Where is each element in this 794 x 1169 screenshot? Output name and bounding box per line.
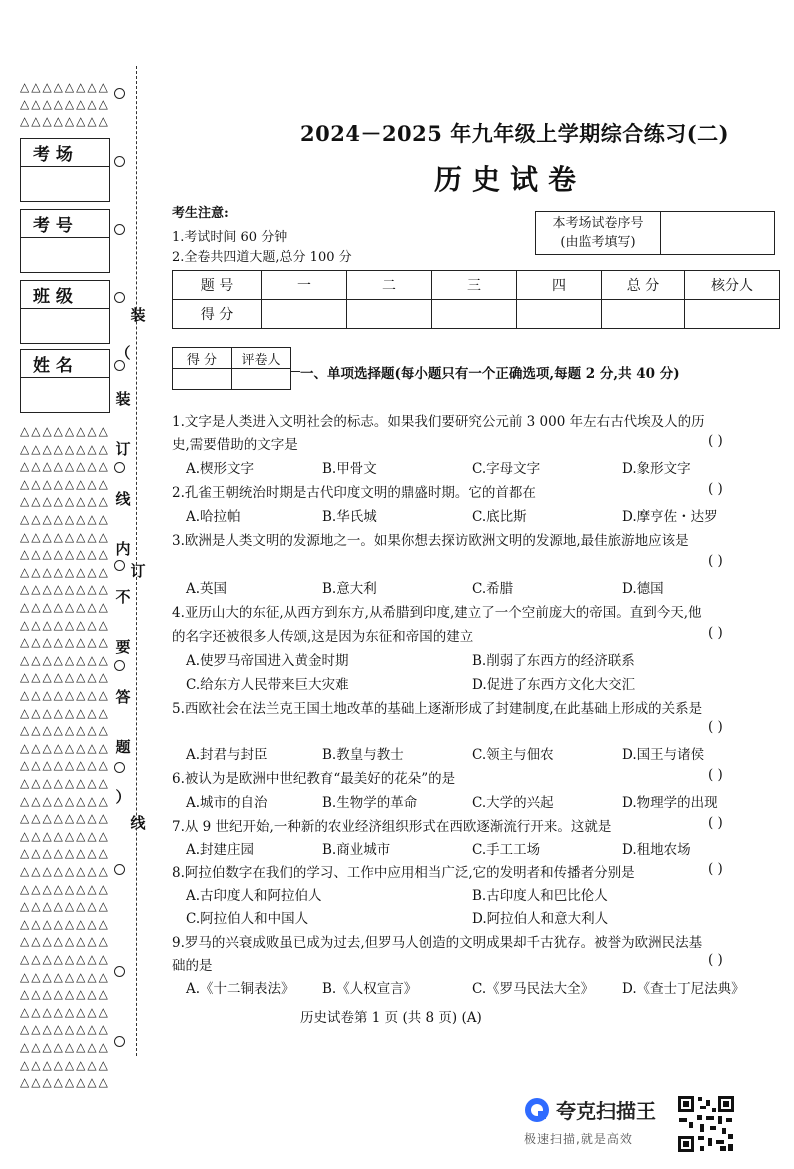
triangle-row: △△△△△△△△ (20, 969, 110, 984)
triangle-row: △△△△△△△△ (20, 459, 110, 474)
binding-hole-icon (114, 864, 125, 875)
note-item: 1.考试时间 60 分钟 (172, 230, 288, 245)
qr-code-icon (676, 1094, 736, 1154)
triangle-row: △△△△△△△△ (20, 987, 110, 1002)
binding-char: 线 (115, 490, 131, 508)
score-table (172, 270, 780, 329)
answer-blank[interactable]: ( ) (708, 481, 723, 497)
page-footer: 历史试卷第 1 页 (共 8 页) (A) (300, 1010, 482, 1026)
option: D.国王与诸侯 (622, 747, 705, 763)
triangle-row: △△△△△△△△ (20, 635, 110, 650)
triangle-row: △△△△△△△△ (20, 547, 110, 562)
question-stem: 5.西欧社会在法兰克王国土地改革的基础上逐渐形成了封建制度,在此基础上形成的关系是 (172, 701, 703, 717)
triangle-row: △△△△△△△△ (20, 80, 110, 94)
triangle-row: △△△△△△△△ (20, 723, 110, 738)
answer-blank[interactable]: ( ) (708, 433, 723, 449)
question-stem: 9.罗马的兴衰成败虽已成为过去,但罗马人创造的文明成果却千古犹存。被誉为欧洲民法基 (172, 935, 703, 951)
triangle-row: △△△△△△△△ (20, 1057, 110, 1072)
serial-label (536, 212, 661, 254)
triangle-row: △△△△△△△△ (20, 652, 110, 667)
score-header-cell: 三 (432, 271, 517, 300)
option: C.手工工场 (472, 842, 541, 858)
triangle-row: △△△△△△△△ (20, 828, 110, 843)
score-header-row (173, 271, 780, 300)
answer-blank[interactable]: ( ) (708, 767, 723, 783)
question-stem: 2.孔雀王朝统治时期是古代印度文明的鼎盛时期。它的首都在 (172, 485, 536, 501)
binding-hole-icon (114, 762, 125, 773)
exam-room-label: 考 场 (21, 139, 109, 167)
score-header-cell: 四 (517, 271, 602, 300)
scanner-slogan: 极速扫描,就是高效 (524, 1132, 633, 1146)
option: D.象形文字 (622, 461, 691, 477)
option: A.古印度人和阿拉伯人 (186, 888, 322, 904)
paper-serial-box (535, 211, 775, 255)
exam-room-box (20, 138, 110, 202)
triangle-row: △△△△△△△△ (20, 512, 110, 526)
option: B.甲骨文 (322, 461, 377, 477)
binding-char: 要 (115, 638, 131, 656)
option: C.《罗马民法大全》 (472, 981, 595, 997)
option: B.生物学的革命 (322, 795, 418, 811)
answer-blank[interactable]: ( ) (708, 861, 723, 877)
option: D.阿拉伯人和意大利人 (472, 911, 609, 927)
subject-title: 历史试卷 (434, 163, 587, 196)
option: A.楔形文字 (186, 461, 255, 477)
option: C.希腊 (472, 581, 514, 597)
binding-hole-icon (114, 292, 125, 303)
binding-char: 订 (130, 562, 146, 580)
answer-blank[interactable]: ( ) (708, 625, 723, 641)
triangle-row: △△△△△△△△ (20, 793, 110, 808)
option: C.领主与佃农 (472, 747, 554, 763)
triangle-row: △△△△△△△△ (20, 758, 110, 773)
binding-char: （ (115, 344, 131, 362)
triangle-row: △△△△△△△△ (20, 864, 110, 878)
name-field[interactable] (21, 378, 109, 412)
option: B.古印度人和巴比伦人 (472, 888, 608, 904)
question-stem: 4.亚历山大的东征,从西方到东方,从希腊到印度,建立了一个空前庞大的帝国。直到今天,他 (172, 605, 702, 621)
binding-char: 装 (115, 390, 131, 408)
question-stem: 础的是 (172, 958, 213, 974)
option: B.《人权宣言》 (322, 981, 418, 997)
option: B.削弱了东西方的经济联系 (472, 653, 635, 669)
binding-hole-icon (114, 966, 125, 977)
triangle-row: △△△△△△△△ (20, 952, 110, 966)
option: B.商业城市 (322, 842, 391, 858)
class-field[interactable] (21, 309, 109, 343)
binding-hole-icon (114, 224, 125, 235)
triangle-row: △△△△△△△△ (20, 582, 110, 597)
answer-blank[interactable]: ( ) (708, 815, 723, 831)
triangle-row: △△△△△△△△ (20, 97, 110, 111)
binding-char: 答 (115, 688, 131, 706)
binding-hole-icon (114, 88, 125, 99)
binding-char: 订 (115, 440, 131, 458)
grader-name-label: 评卷人 (232, 348, 291, 369)
score-header-cell: 核分人 (685, 271, 780, 300)
score-row (173, 300, 780, 329)
score-header-cell: 总 分 (602, 271, 685, 300)
triangle-row: △△△△△△△△ (20, 899, 110, 914)
score-header-cell: 二 (347, 271, 432, 300)
option: A.哈拉帕 (186, 509, 241, 525)
class-box (20, 280, 110, 344)
question-stem: 的名字还被很多人传颂,这是因为东征和帝国的建立 (172, 629, 474, 645)
score-row-label: 得 分 (173, 300, 262, 329)
triangle-row: △△△△△△△△ (20, 441, 110, 456)
triangle-row: △△△△△△△△ (20, 114, 110, 128)
option: B.华氏城 (322, 509, 377, 525)
binding-char: 线 (130, 814, 146, 832)
grader-name-cell[interactable] (232, 369, 291, 390)
triangle-row: △△△△△△△△ (20, 881, 110, 896)
serial-label-line2: (由监考填写) (560, 235, 636, 250)
option: A.《十二铜表法》 (186, 981, 295, 997)
answer-blank[interactable]: ( ) (708, 719, 723, 735)
triangle-row: △△△△△△△△ (20, 424, 110, 438)
section-dash (290, 371, 300, 372)
question-stem: 7.从 9 世纪开始,一种新的农业经济组织形式在西欧逐渐流行开来。这就是 (172, 819, 612, 835)
triangle-row: △△△△△△△△ (20, 476, 110, 491)
grader-table (172, 347, 291, 390)
question-stem: 1.文字是人类进入文明社会的标志。如果我们要研究公元前 3 000 年左右古代埃及人的历 (172, 414, 705, 430)
triangle-row: △△△△△△△△ (20, 916, 110, 931)
score-cell[interactable] (347, 300, 432, 329)
option: B.教皇与教士 (322, 747, 404, 763)
binding-hole-icon (114, 660, 125, 671)
score-header-cell: 题 号 (173, 271, 262, 300)
option: D.《查士丁尼法典》 (622, 981, 745, 997)
answer-blank[interactable]: ( ) (708, 553, 723, 569)
exam-room-field[interactable] (21, 167, 109, 201)
serial-label-line1: 本考场试卷序号 (552, 216, 644, 231)
score-cell[interactable] (602, 300, 685, 329)
exam-number-field[interactable] (21, 238, 109, 272)
binding-char: ） (115, 788, 131, 806)
option: C.底比斯 (472, 509, 527, 525)
section-title: 一、单项选择题(每小题只有一个正确选项,每题 2 分,共 40 分) (300, 366, 680, 382)
scanner-logo-icon (524, 1097, 550, 1123)
answer-blank[interactable]: ( ) (708, 952, 723, 968)
binding-hole-icon (114, 1036, 125, 1047)
option: C.给东方人民带来巨大灾难 (186, 677, 349, 693)
score-cell[interactable] (262, 300, 347, 329)
triangle-row: △△△△△△△△ (20, 494, 110, 509)
score-cell[interactable] (432, 300, 517, 329)
binding-hole-icon (114, 156, 125, 167)
binding-char: 不 (115, 588, 131, 606)
option: A.城市的自治 (186, 795, 268, 811)
option: D.促进了东西方文化大交汇 (472, 677, 636, 693)
option: D.德国 (622, 581, 664, 597)
option: D.摩亨佐・达罗 (622, 509, 718, 525)
triangle-row: △△△△△△△△ (20, 1075, 110, 1090)
triangle-row: △△△△△△△△ (20, 740, 110, 755)
binding-hole-icon (114, 462, 125, 473)
question-stem: 6.被认为是欧洲中世纪教育“最美好的花朵”的是 (172, 771, 456, 787)
class-label: 班 级 (21, 281, 109, 309)
option: D.租地农场 (622, 842, 691, 858)
option: C.大学的兴起 (472, 795, 554, 811)
binding-char: 内 (115, 540, 131, 558)
note-item: 2.全卷共四道大题,总分 100 分 (172, 250, 352, 265)
triangle-row: △△△△△△△△ (20, 600, 110, 614)
option: B.意大利 (322, 581, 377, 597)
question-stem: 3.欧洲是人类文明的发源地之一。如果你想去探访欧洲文明的发源地,最佳旅游地应该是 (172, 533, 689, 549)
option: A.英国 (186, 581, 228, 597)
score-cell[interactable] (517, 300, 602, 329)
triangle-row: △△△△△△△△ (20, 1022, 110, 1037)
question-stem: 8.阿拉伯数字在我们的学习、工作中应用相当广泛,它的发明者和传播者分别是 (172, 865, 635, 881)
option: D.物理学的出现 (622, 795, 718, 811)
triangle-row: △△△△△△△△ (20, 846, 110, 861)
option: C.字母文字 (472, 461, 541, 477)
triangle-row: △△△△△△△△ (20, 811, 110, 826)
name-box (20, 349, 110, 413)
triangle-row: △△△△△△△△ (20, 617, 110, 632)
binding-hole-icon (114, 560, 125, 571)
triangle-row: △△△△△△△△ (20, 670, 110, 685)
score-cell[interactable] (685, 300, 780, 329)
option: A.封建庄园 (186, 842, 255, 858)
name-label: 姓 名 (21, 350, 109, 378)
triangle-row: △△△△△△△△ (20, 529, 110, 544)
binding-char: 装 (130, 306, 146, 324)
question-stem: 史,需要借助的文字是 (172, 437, 298, 453)
option: A.使罗马帝国进入黄金时期 (186, 653, 349, 669)
triangle-row: △△△△△△△△ (20, 564, 110, 579)
scanner-watermark (524, 1095, 656, 1147)
binding-char: 题 (115, 738, 131, 756)
exam-title: 2024－2025 年九年级上学期综合练习(二) (300, 121, 730, 146)
option: C.阿拉伯人和中国人 (186, 911, 309, 927)
score-header-cell: 一 (262, 271, 347, 300)
exam-number-box (20, 209, 110, 273)
triangle-row: △△△△△△△△ (20, 688, 110, 702)
triangle-row: △△△△△△△△ (20, 1004, 110, 1019)
triangle-row: △△△△△△△△ (20, 705, 110, 720)
triangle-row: △△△△△△△△ (20, 776, 110, 790)
scanner-brand-name: 夸克扫描王 (556, 1099, 656, 1123)
grader-score-label: 得 分 (173, 348, 232, 369)
triangle-row: △△△△△△△△ (20, 1040, 110, 1054)
exam-number-label: 考 号 (21, 210, 109, 238)
grader-score-cell[interactable] (173, 369, 232, 390)
triangle-row: △△△△△△△△ (20, 934, 110, 949)
notes-heading: 考生注意: (172, 206, 229, 221)
serial-field[interactable] (661, 212, 774, 254)
option: A.封君与封臣 (186, 747, 268, 763)
